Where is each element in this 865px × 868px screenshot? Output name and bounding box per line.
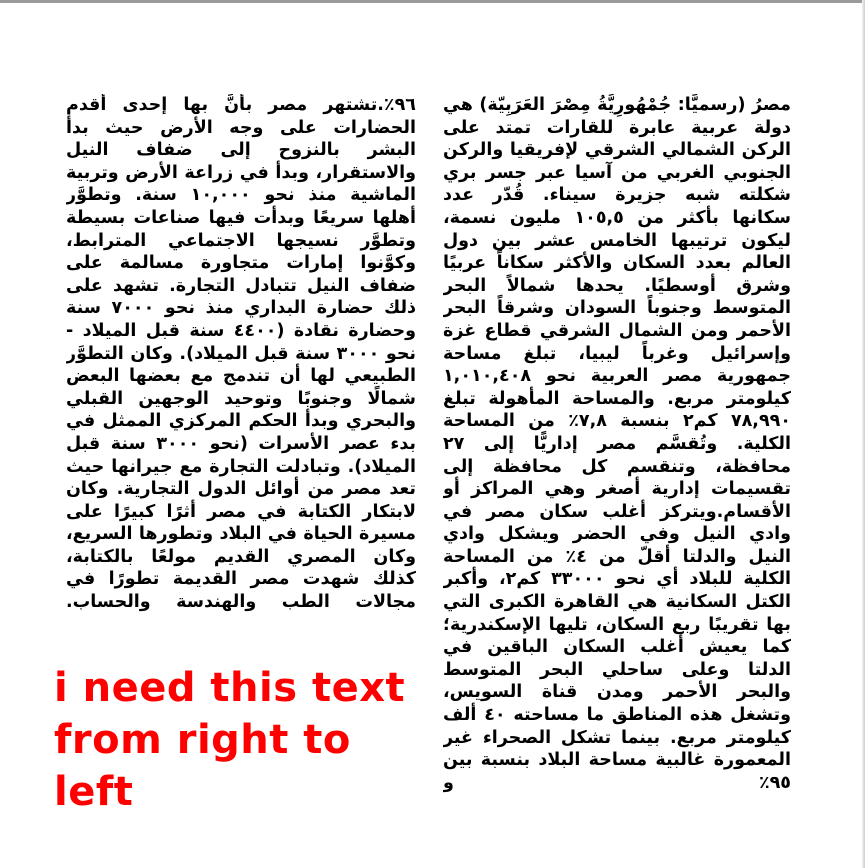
- arabic-text-column-right: مصرُ (رسميًّا: جُمْهُورِيَّةُ مِصْرَ العَرَبِيّة) هي دولة عربية عابرة للقارات تمتد على الركن الشمالي الشرقي لإفريقيا والركن الجنوبي الغربي من آسيا عبر جسر بري شكلته شبه جزيرة سيناء. قُدّر عدد سكانها بأكثر من ١٠٥,٥ مليون نسمة، ليكون ترتيبها الخامس عشر بين دول العالم بعدد السكان والأكثر سكاناً عربيًا وشرق أوسطيًا. يحدها شمالاً البحر المتوسط وجنوباً السودان وشرقاً البحر الأحمر ومن الشمال الشرقي قطاع غزة وإسرائيل وغرباً ليبيا، تبلغ مساحة جمهورية مصر العربية نحو ١,٠١٠,٤٠٨ كيلومتر مربع. والمساحة المأهولة تبلغ ٧٨,٩٩٠ كم٢ بنسبة ٧,٨٪ من المساحة الكلية. وتُقسَّم مصر إداريًّا إلى ٢٧ محافظة، وتنقسم كل محافظة إلى تقسيمات إدارية أصغر وهي المراكز أو الأقسام.ويتركز أغلب سكان مصر في وادي النيل وفي الحضر ويشكل وادي النيل والدلتا أقلّ من ٤٪ من المساحة الكلية للبلاد أي نحو ٣٣٠٠٠ كم٢، وأكبر الكتل السكانية هي القاهرة الكبرى التي بها تقريبًا ربع السكان، تليها الإسكندرية؛ كما يعيش أغلب السكان الباقين في الدلتا وعلى ساحلي البحر المتوسط والبحر الأحمر ومدن قناة السويس، وتشغل هذه المناطق ما مساحته ٤٠ ألف كيلومتر مربع. بينما تشكل الصحراء غير المعمورة غالبية مساحة البلاد بنسبة بين ٩٥٪ و: [443, 95, 791, 793]
- arabic-text-column-left: ٩٦٪.تشتهر مصر بأنَّ بها إحدى أقدم الحضارات على وجه الأرض حيث بدأ البشر بالنزوح إلى ضفاف النيل والاستقرار، وبدأ في زراعة الأرض وتربية الماشية منذ نحو ١٠,٠٠٠ سنة. وتطوَّر أهلها سريعًا وبدأت فيها صناعات بسيطة وتطوَّر نسيجها الاجتماعي المترابط، وكوَّنوا إمارات متجاورة مسالمة على ضفاف النيل تتبادل التجارة. تشهد على ذلك حضارة البداري منذ نحو ٧٠٠٠ سنة وحضارة نقادة (٤٤٠٠ سنة قبل الميلاد - نحو ٣٠٠٠ سنة قبل الميلاد). وكان التطوَّر الطبيعي لها أن تندمج مع بعضها البعض شمالًا وجنوبًا وتوحيد الوجهين القبلي والبحري وبدأ الحكم المركزي الممثل في بدء عصر الأسرات (نحو ٣٠٠٠ سنة قبل الميلاد). وتبادلت التجارة مع جيرانها حيث تعد مصر من أوائل الدول التجارية. وكان لابتكار الكتابة في مصر أثرًا كبيرًا على مسيرة الحياة في البلاد وتطورها السريع، وكان المصري القديم مولعًا بالكتابة، كذلك شهدت مصر القديمة تطورًا في مجالات الطب والهندسة والحساب.: [66, 95, 416, 613]
- window-top-border: [0, 0, 865, 3]
- red-annotation-note: i need this text from right to left: [54, 665, 406, 815]
